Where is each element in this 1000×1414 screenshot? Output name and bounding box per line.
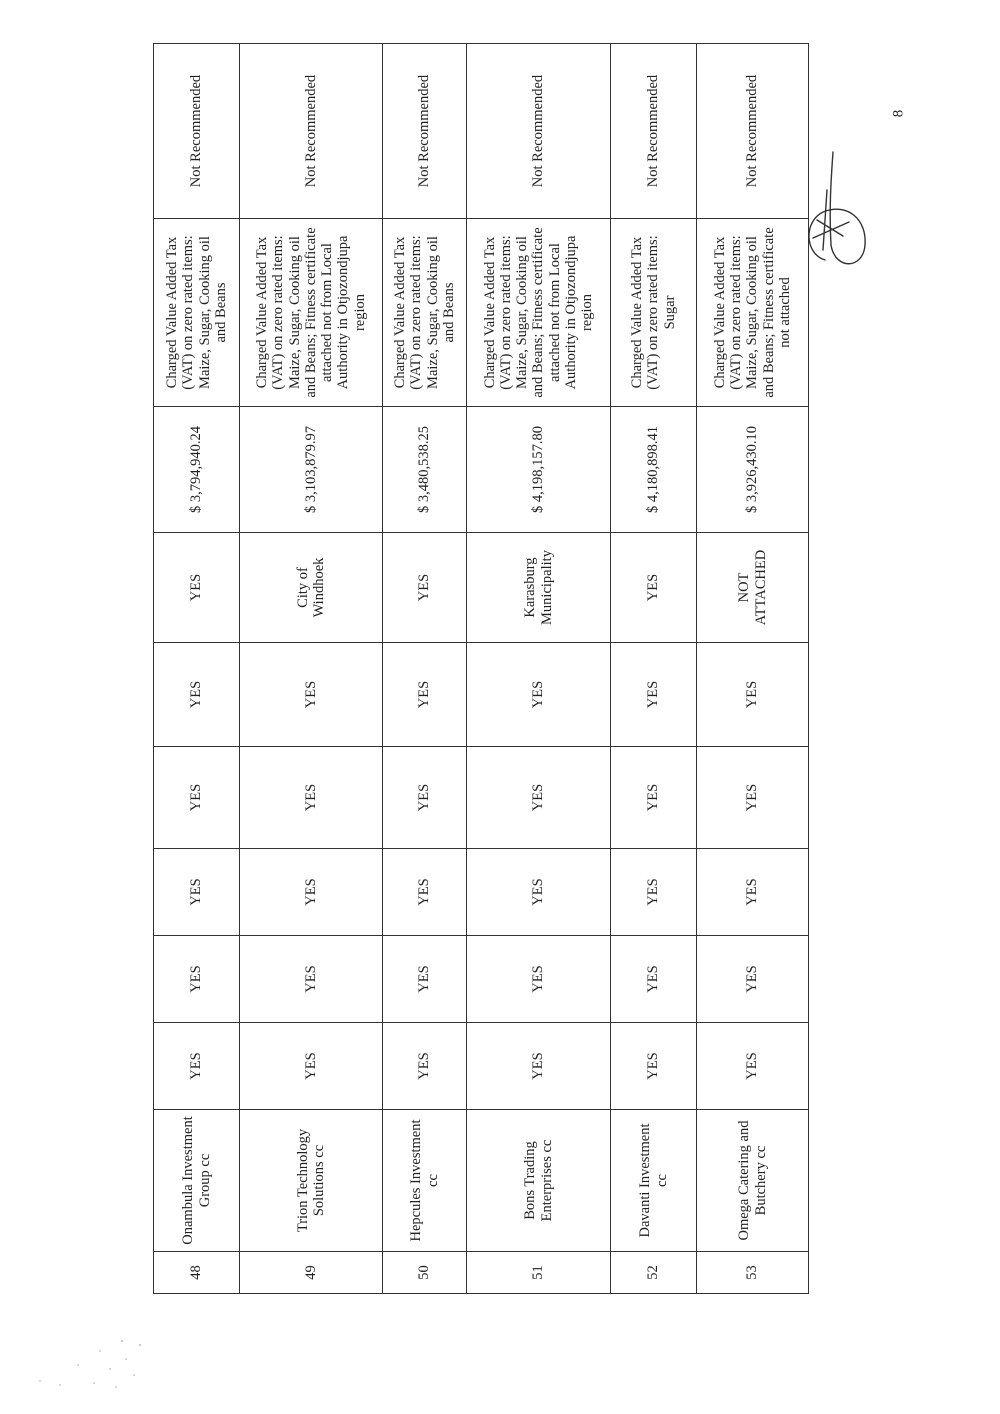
table-row (611, 44, 697, 1294)
decision-cell: Not Recommended (697, 44, 809, 219)
evaluation-table (153, 43, 809, 1294)
check-cell: YES (697, 643, 809, 747)
row-number: 52 (611, 1252, 697, 1294)
row-number: 50 (383, 1252, 467, 1294)
decision-cell: Not Recommended (383, 44, 467, 219)
check-cell: YES (697, 747, 809, 849)
row-number: 51 (467, 1252, 611, 1294)
check-cell: YES (154, 643, 240, 747)
fitness-cell: YES (383, 533, 467, 643)
amount-cell: $ 4,180,898.41 (611, 407, 697, 533)
check-cell: YES (697, 936, 809, 1023)
check-cell: YES (383, 849, 467, 936)
amount-cell: $ 3,480,538.25 (383, 407, 467, 533)
bidder-name: Omega Catering and Butchery cc (697, 1110, 809, 1252)
fitness-cell: YES (611, 533, 697, 643)
amount-cell: $ 4,198,157.80 (467, 407, 611, 533)
check-cell: YES (611, 747, 697, 849)
check-cell: YES (383, 747, 467, 849)
check-cell: YES (467, 643, 611, 747)
amount-cell: $ 3,794,940.24 (154, 407, 240, 533)
remark-cell: Charged Value Added Tax (VAT) on zero rated items: Maize, Sugar, Cooking oil and Beans; Fitness certificate attached not from Local Authority in Otjozondjupa region (240, 219, 383, 407)
signature-mark (793, 150, 873, 280)
table-row (697, 44, 809, 1294)
bidder-name: Bons Trading Enterprises cc (467, 1110, 611, 1252)
page-number: 8 (890, 109, 907, 118)
check-cell: YES (611, 849, 697, 936)
table-row (154, 44, 240, 1294)
check-cell: YES (467, 747, 611, 849)
check-cell: YES (467, 936, 611, 1023)
remark-cell: Charged Value Added Tax (VAT) on zero rated items: Maize, Sugar, Cooking oil and Beans (154, 219, 240, 407)
bidder-name: Trion Technology Solutions cc (240, 1110, 383, 1252)
decision-cell: Not Recommended (611, 44, 697, 219)
remark-cell: Charged Value Added Tax (VAT) on zero rated items: Sugar (611, 219, 697, 407)
check-cell: YES (240, 849, 383, 936)
row-number: 49 (240, 1252, 383, 1294)
check-cell: YES (611, 1023, 697, 1110)
check-cell: YES (240, 1023, 383, 1110)
bidder-name: Onambula Investment Group cc (154, 1110, 240, 1252)
row-number: 48 (154, 1252, 240, 1294)
decision-cell: Not Recommended (240, 44, 383, 219)
check-cell: YES (383, 1023, 467, 1110)
check-cell: YES (697, 1023, 809, 1110)
scan-specks (30, 1335, 150, 1390)
fitness-cell: City of Windhoek (240, 533, 383, 643)
check-cell: YES (154, 849, 240, 936)
table-row (467, 44, 611, 1294)
decision-cell: Not Recommended (154, 44, 240, 219)
bidder-name: Hepcules Investment cc (383, 1110, 467, 1252)
check-cell: YES (697, 849, 809, 936)
check-cell: YES (154, 1023, 240, 1110)
fitness-cell: Karasburg Municipality (467, 533, 611, 643)
check-cell: YES (383, 936, 467, 1023)
check-cell: YES (611, 643, 697, 747)
decision-cell: Not Recommended (467, 44, 611, 219)
check-cell: YES (240, 747, 383, 849)
check-cell: YES (383, 643, 467, 747)
check-cell: YES (240, 643, 383, 747)
check-cell: YES (611, 936, 697, 1023)
fitness-cell: NOT ATTACHED (697, 533, 809, 643)
table-row (240, 44, 383, 1294)
table-row (383, 44, 467, 1294)
amount-cell: $ 3,926,430.10 (697, 407, 809, 533)
check-cell: YES (154, 936, 240, 1023)
remark-cell: Charged Value Added Tax (VAT) on zero rated items: Maize, Sugar, Cooking oil and Beans; Fitness certificate not attached (697, 219, 809, 407)
bidder-name: Davanti Investment cc (611, 1110, 697, 1252)
row-number: 53 (697, 1252, 809, 1294)
remark-cell: Charged Value Added Tax (VAT) on zero rated items: Maize, Sugar, Cooking oil and Beans; Fitness certificate attached not from Local Authority in Otjozondjupa region (467, 219, 611, 407)
remark-cell: Charged Value Added Tax (VAT) on zero rated items: Maize, Sugar, Cooking oil and Beans (383, 219, 467, 407)
check-cell: YES (240, 936, 383, 1023)
amount-cell: $ 3,103,879.97 (240, 407, 383, 533)
check-cell: YES (154, 747, 240, 849)
check-cell: YES (467, 849, 611, 936)
fitness-cell: YES (154, 533, 240, 643)
check-cell: YES (467, 1023, 611, 1110)
